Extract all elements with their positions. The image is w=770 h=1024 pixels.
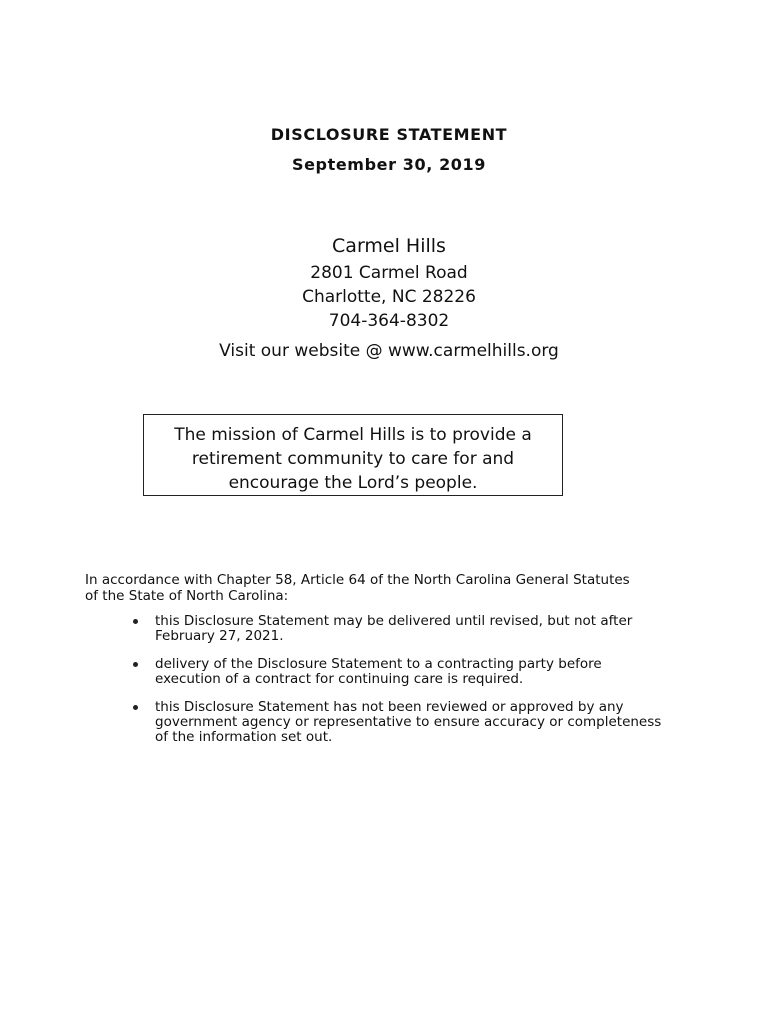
document-title: DISCLOSURE STATEMENT	[270, 125, 508, 144]
intro-line: In accordance with Chapter 58, Article 64 of the North Carolina General Statutes	[85, 572, 630, 588]
bullet-line: this Disclosure Statement may be delivered until revised, but not after	[155, 613, 633, 629]
mission-statement-box	[143, 414, 563, 496]
bullet-line: February 27, 2021.	[155, 628, 284, 644]
document-date: September 30, 2019	[291, 155, 486, 174]
organization-name: Carmel Hills	[332, 235, 446, 257]
bullet-line: execution of a contract for continuing care is required.	[155, 671, 524, 687]
bullet-line: delivery of the Disclosure Statement to a contracting party before	[155, 656, 602, 672]
list-item	[133, 700, 703, 745]
bullet-icon	[133, 705, 138, 710]
mission-line: encourage the Lord’s people.	[228, 473, 478, 493]
list-item	[133, 657, 703, 687]
disclosure-bullet-list	[133, 614, 703, 758]
bullet-icon	[133, 619, 138, 624]
mission-line: The mission of Carmel Hills is to provide a	[174, 425, 532, 445]
bullet-line: government agency or representative to ensure accuracy or completeness	[155, 714, 662, 730]
phone-number: 704-364-8302	[328, 311, 450, 331]
list-item	[133, 614, 703, 644]
bullet-line: this Disclosure Statement has not been reviewed or approved by any	[155, 699, 624, 715]
bullet-icon	[133, 662, 138, 667]
bullet-line: of the information set out.	[155, 729, 333, 745]
mission-line: retirement community to care for and	[191, 449, 515, 469]
website-line: Visit our website @ www.carmelhills.org	[219, 341, 559, 361]
intro-line: of the State of North Carolina:	[85, 588, 289, 604]
statute-intro	[85, 572, 705, 604]
address-line-2: Charlotte, NC 28226	[302, 287, 476, 307]
address-line-1: 2801 Carmel Road	[310, 263, 468, 283]
